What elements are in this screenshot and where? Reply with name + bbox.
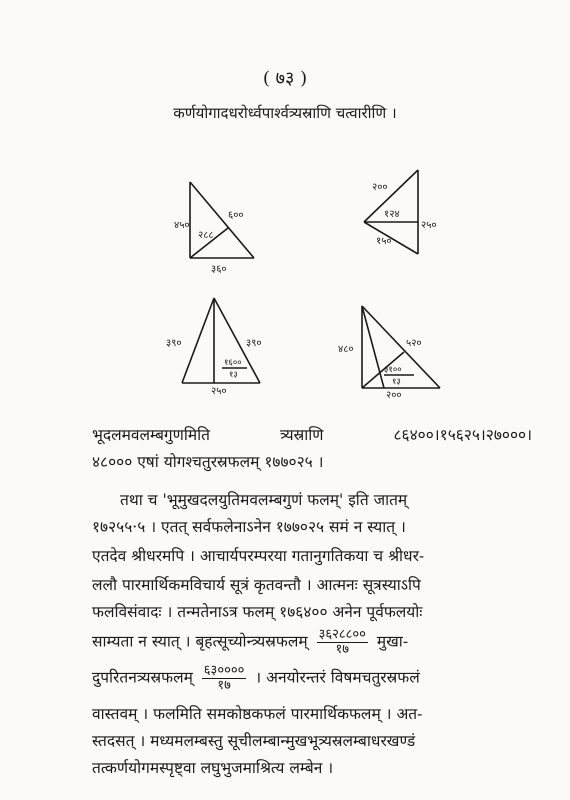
text-line-1c: ८६४००।१५६२५।२७०००। (393, 426, 532, 444)
fig3-label-left: ३९० (166, 338, 182, 349)
text-line-9b: । अनयोरन्तरं विषमचतुरस्रफलं (255, 668, 420, 687)
fig2-label-lower: १५० (376, 236, 392, 247)
fig1-label-hyp: ६०० (228, 210, 244, 221)
fig3-label-base: २५० (211, 386, 227, 397)
text-line-8b: बृहत्सूच्योन्त्र्यस्रफलम् (195, 632, 308, 651)
text-line-1 (92, 425, 532, 445)
text-line-8a: साम्यता न स्यात् । (92, 632, 191, 651)
fig2-label-right: २५० (421, 220, 437, 231)
text-line-12: तत्कर्णयोगमस्पृष्ट्वा लघुभुजमाश्रित्य लम्बेन । (92, 759, 334, 777)
text-line-10: वास्तवम् । फलमिति समकोष्ठकफलं पारमार्थिकफलम् । अत- (92, 705, 423, 723)
fraction-2-numerator: ६३०००० (203, 663, 245, 678)
text-line-2: ४८००० एषां योगश्चतुरस्रफलम् १७७०२५ । (92, 453, 324, 471)
fig4-label-left: ४८० (338, 344, 354, 355)
fig2-label-upper: २०० (372, 182, 388, 193)
fig1-label-inner: २८८ (198, 230, 214, 241)
text-line-9 (92, 664, 532, 693)
text-line-1a: भूदलमवलम्बगुणमिति (92, 426, 210, 444)
text-line-9a: दुपरितनत्र्यस्रफलम् (92, 668, 193, 687)
fig3-label-right: ३९० (246, 338, 262, 349)
section-heading: कर्णयोगादधरोर्ध्वपार्श्वत्र्यस्राणि चत्वारीणि । (173, 104, 397, 122)
fraction-2-denominator: १७ (217, 678, 231, 693)
text-line-8c: मुखा- (376, 632, 409, 651)
fraction-1 (317, 628, 368, 657)
fig4-label-base: २०० (386, 390, 402, 401)
fig3-box-num: १६०० (224, 358, 242, 368)
fig3-box-den: १३ (229, 370, 238, 380)
text-line-1b: त्र्यस्राणि (279, 426, 324, 444)
text-line-11: स्तदसत् । मध्यमलम्बस्तु सूचीलम्बान्मुखभूत्र्यस्रलम्बाधरखण्डं (92, 732, 416, 750)
text-line-7: फलविसंवादः । तन्मतेनाऽत्र फलम् १७६४०० अनेन पूर्वफलयोः (92, 603, 423, 621)
fraction-2 (202, 664, 247, 693)
fig4-box-num: ३१०० (384, 365, 402, 375)
fig2-label-mid: १२४ (384, 209, 400, 220)
fig4-label-right: ५२० (406, 338, 422, 349)
fig4-box-den: १३ (392, 377, 401, 387)
fraction-1-denominator: १७ (335, 642, 350, 657)
fig1-label-base: ३६० (211, 264, 227, 275)
page-number: ( ७३ ) (262, 68, 308, 89)
text-line-4: १७२५५·५ । एतत् सर्वफलेनाऽनेन १७७०२५ समं न स्यात् । (92, 518, 406, 536)
text-line-8 (92, 628, 532, 657)
text-line-3: तथा च 'भूमुखदलयुतिमवलम्बगुणं फलम्' इति जातम् (120, 491, 408, 509)
text-line-6: ललौ पारमार्थिकमविचार्य सूत्रं कृतवन्तौ । आत्मनः सूत्रस्याऽपि (92, 576, 421, 594)
text-line-5: एतदेव श्रीधरमपि । आचार्यपरम्परया गतानुगतिकया च श्रीधर- (92, 547, 425, 565)
fraction-1-numerator: ३६२८८०० (318, 627, 366, 642)
fig1-label-left: ४५० (174, 220, 190, 231)
